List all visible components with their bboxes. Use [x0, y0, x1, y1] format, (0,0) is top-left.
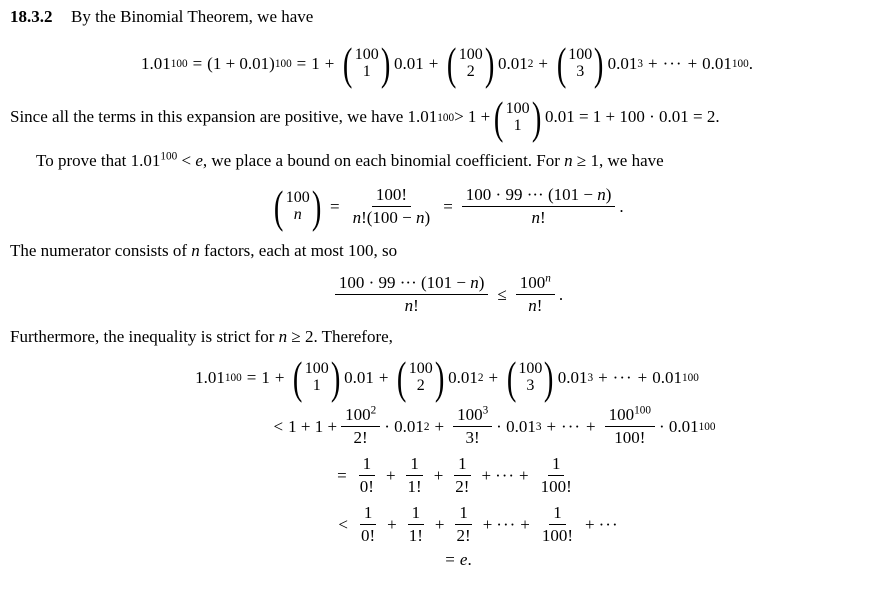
eq4-l4-plus-3: + — [482, 514, 493, 534]
fraction-numerator — [335, 273, 489, 295]
left-paren-glyph: ( — [494, 91, 504, 143]
fraction-denominator: 2! — [455, 477, 470, 497]
eq4-l4-plus-1: + — [387, 514, 397, 534]
left-paren-glyph: ( — [343, 37, 353, 89]
fraction-100cube-over-3fact — [453, 405, 492, 448]
eq4-l2-ellipsis: ··· — [561, 416, 582, 436]
eq2-period: . — [619, 196, 624, 216]
binom-top: 100 — [354, 46, 379, 63]
right-paren-glyph: ) — [330, 352, 341, 404]
eq4-l3-ellipsis: ··· — [495, 465, 516, 485]
eq4-l2-plus-1: + — [434, 416, 445, 436]
document-page — [0, 6, 894, 594]
binomial-coefficient-100-3 — [554, 37, 607, 89]
num-a: 100 · 99 ··· (101 − — [338, 273, 471, 293]
fraction-falling-factorial — [462, 185, 616, 228]
eq2-equals-2: = — [443, 196, 453, 216]
para5-post: ≥ 2. Therefore, — [287, 327, 393, 347]
binom-bottom: 3 — [576, 62, 585, 80]
fraction-numerator — [605, 405, 655, 427]
para2-gt: > 1 + — [454, 107, 491, 127]
num-exp: 100 — [634, 404, 651, 417]
binom-top: 100 — [458, 46, 483, 63]
binomial-coefficient-100-2 — [444, 37, 497, 89]
paragraph-bound-claim — [0, 150, 894, 173]
eq4-l3-plus-4: + — [519, 465, 529, 485]
section-intro-paragraph — [0, 6, 894, 29]
para3-n: n — [564, 151, 573, 171]
section-number: 18.3.2 — [10, 7, 53, 26]
eq1-equals-1: = — [192, 53, 203, 73]
den-bang: ! — [413, 296, 419, 316]
eq1-one: 1 — [311, 53, 320, 73]
fraction-denominator: 3! — [465, 428, 480, 448]
eq1-factor-2: 0.01 — [498, 53, 528, 73]
binom-top: 100 — [408, 360, 433, 378]
eq3-period: . — [558, 284, 564, 304]
binom-bottom: 3 — [526, 377, 535, 395]
eq4-ellipsis: ··· — [612, 368, 633, 388]
eq4-one: 1 — [261, 368, 270, 388]
eq1-factor-3: 0.01 — [607, 53, 638, 73]
num-base: 100 — [519, 273, 546, 293]
fraction-numerator: 1 — [455, 503, 472, 525]
eq4-factor-3: 0.01 — [557, 368, 588, 388]
num-a: 100 · 99 ··· (101 − — [465, 185, 598, 205]
eq4-l3-plus-2: + — [433, 465, 444, 485]
para5-n: n — [278, 327, 288, 347]
eq1-term-a: (1 + 0.01) — [207, 53, 275, 73]
eq4-l3-plus-1: + — [385, 465, 396, 485]
den-n: n — [352, 208, 362, 228]
num-close: ) — [605, 185, 612, 205]
fraction-1-over-1fact — [404, 454, 426, 497]
fraction-numerator: 1 — [548, 454, 565, 476]
den-n2: n — [416, 208, 425, 228]
fraction-1-over-0fact — [356, 454, 378, 497]
fraction-100sq-over-2fact — [341, 405, 380, 448]
eq3-leq: ≤ — [497, 284, 507, 304]
eq1-plus-2: + — [428, 53, 439, 73]
eq4-l5-e: e — [459, 550, 468, 570]
eq4-l2-plus-2: + — [546, 416, 557, 436]
left-paren-glyph: ( — [447, 37, 457, 89]
binom-top: 100 — [285, 189, 310, 207]
fraction-numerator — [341, 405, 380, 427]
eq4-line-5 — [0, 550, 894, 570]
left-paren-glyph: ( — [397, 352, 407, 404]
fraction-1-over-1fact — [405, 503, 427, 546]
fraction-denominator: 2! — [353, 428, 368, 448]
left-paren-glyph: ( — [506, 352, 517, 404]
fraction-1-over-2fact — [453, 503, 475, 546]
right-paren-glyph: ) — [484, 37, 495, 89]
para4-pre: The numerator consists of — [10, 241, 192, 261]
binomial-coefficient-100-1 — [290, 352, 343, 404]
left-paren-glyph: ( — [293, 352, 303, 404]
eq1-plus-3: + — [538, 53, 548, 73]
right-paren-glyph: ) — [544, 352, 554, 404]
num-exp: 3 — [482, 404, 489, 417]
eq4-l2-rel: < — [273, 416, 284, 436]
eq1-ellipsis: ··· — [662, 53, 683, 73]
eq2-equals-1: = — [330, 196, 340, 216]
paragraph-numerator-factors — [0, 240, 894, 263]
left-paren-glyph: ( — [274, 181, 284, 232]
binom-bottom: 1 — [312, 377, 321, 395]
eq4-l2-plus-3: + — [586, 416, 596, 436]
fraction-denominator: 2! — [456, 526, 471, 546]
para4-n: n — [191, 241, 200, 261]
binom-bottom: n — [293, 205, 302, 223]
eq4-plus-3: + — [488, 368, 499, 388]
binomial-coefficient-100-2 — [394, 352, 447, 404]
para3-pre: To prove that 1.01 — [36, 151, 161, 171]
binom-bottom: 2 — [466, 62, 475, 80]
fraction-denominator: 100! — [541, 526, 574, 546]
eq4-l4-plus-5: + — [585, 514, 595, 534]
fraction-numerator: 1 — [406, 454, 423, 476]
eq4-plus-5: + — [637, 368, 648, 388]
paragraph-strict-inequality — [0, 326, 894, 349]
eq4-plus-4: + — [598, 368, 608, 388]
eq4-l2-mult-2: · 0.01 — [496, 416, 536, 436]
num-base: 100 — [345, 405, 371, 425]
eq1-plus-1: + — [324, 53, 335, 73]
para2-pre: Since all the terms in this expansion are positive, we have 1.01 — [10, 107, 438, 127]
den-mid: !(100 − — [361, 208, 417, 228]
equation-numerator-bound — [0, 273, 894, 316]
fraction-falling-factorial — [335, 273, 489, 316]
eq4-l4-ellipsis: ··· — [496, 514, 517, 534]
eq4-plus-1: + — [274, 368, 285, 388]
right-paren-glyph: ) — [434, 352, 445, 404]
para4-post: factors, each at most 100, so — [199, 241, 398, 261]
binom-top: 100 — [518, 360, 543, 378]
fraction-numerator: 1 — [359, 454, 376, 476]
fraction-100pow100-over-100fact — [605, 405, 655, 448]
binomial-coefficient-100-n — [271, 181, 324, 232]
num-n: n — [597, 185, 606, 205]
binom-bottom: 1 — [362, 62, 371, 80]
eq1-period: . — [748, 53, 753, 73]
para3-pre-exponent: 100 — [160, 150, 178, 163]
right-paren-glyph: ) — [594, 37, 604, 89]
para3-e: e — [195, 151, 203, 171]
eq1-factor-1: 0.01 — [394, 53, 424, 73]
fraction-numerator: 1 — [454, 454, 471, 476]
fraction-100-pow-n-over-n-fact — [516, 273, 555, 316]
eq4-line-4 — [0, 503, 894, 546]
den-bang: ! — [540, 208, 546, 228]
fraction-denominator: 100! — [614, 428, 646, 448]
binom-top: 100 — [505, 99, 530, 117]
eq4-l5-rel: = — [445, 550, 455, 570]
fraction-numerator: 1 — [408, 503, 425, 525]
eq4-line-3 — [0, 454, 894, 497]
fraction-denominator — [349, 207, 435, 228]
den-close: ) — [424, 208, 431, 228]
num-base: 100 — [608, 405, 635, 425]
fraction-numerator: 1 — [549, 503, 566, 525]
paragraph-positive-terms: Since all the terms in this expansion are positive, we have 1.01 100 > 1 + ( 100 1 ) 0.01 = 1 + 100 · 0.01 = 2. — [10, 91, 720, 143]
den-bang: ! — [536, 296, 543, 316]
num-close: ) — [478, 273, 485, 293]
section-intro-text: By the Binomial Theorem, we have — [71, 7, 314, 26]
eq4-last: 0.01 — [652, 368, 682, 388]
binom-top: 100 — [568, 46, 593, 63]
eq1-lhs: 1.01 — [141, 53, 171, 73]
eq4-factor-1: 0.01 — [344, 368, 374, 388]
fraction-denominator — [528, 207, 550, 228]
para3-post: , we place a bound on each binomial coefficient. For — [202, 151, 565, 171]
fraction-numerator — [462, 185, 616, 207]
eq4-l5-period: . — [467, 550, 472, 570]
den-n: n — [404, 296, 414, 316]
fraction-1-over-100fact — [537, 454, 576, 497]
eq4-lhs: 1.01 — [195, 368, 225, 388]
fraction-numerator — [453, 405, 492, 427]
eq1-equals-2: = — [296, 53, 307, 73]
fraction-numerator — [516, 273, 555, 295]
eq4-plus-2: + — [378, 368, 389, 388]
binom-bottom: 1 — [513, 116, 522, 134]
eq4-l2-mult-3: · 0.01 — [658, 416, 699, 436]
eq4-line-1: 1.01 100 = 1 + ( 100 1 ) 0.01 + ( 100 2 ) 0.01 2 + ( 100 3 ) 0.01 3 + ··· + 0.01 100 — [195, 352, 699, 404]
eq4-l4-plus-4: + — [520, 514, 530, 534]
den-n: n — [531, 208, 540, 228]
equation-binomial-expansion: 1.01 100 = (1 + 0.01) 100 = 1 + ( 100 1 ) 0.01 + ( 100 2 ) 0.01 2 + ( 100 3 ) 0.01 3 + ··· + 0.01 100 . — [141, 37, 753, 89]
fraction-denominator — [524, 295, 546, 316]
eq4-factor-2: 0.01 — [448, 368, 478, 388]
den-n: n — [528, 296, 537, 316]
binomial-coefficient-100-1 — [340, 37, 393, 89]
fraction-denominator: 0! — [360, 526, 376, 546]
fraction-1-over-0fact — [357, 503, 379, 546]
eq1-plus-4: + — [647, 53, 658, 73]
eq1-plus-5: + — [687, 53, 698, 73]
fraction-denominator: 100! — [540, 477, 572, 497]
eq1-last-term: 0.01 — [702, 53, 732, 73]
fraction-denominator: 1! — [407, 477, 422, 497]
para3-mid: < — [177, 151, 196, 171]
fraction-numerator: 1 — [360, 503, 377, 525]
left-paren-glyph: ( — [556, 37, 567, 89]
eq4-equals: = — [246, 368, 257, 388]
num-exp: n — [545, 272, 551, 285]
eq4-l4-rel: < — [338, 514, 348, 534]
para5-pre: Furthermore, the inequality is strict for — [10, 327, 279, 347]
num-n: n — [470, 273, 479, 293]
fraction-denominator: 1! — [408, 526, 423, 546]
binomial-coefficient-100-3 — [504, 352, 557, 404]
fraction-1-over-2fact — [451, 454, 473, 497]
right-paren-glyph: ) — [531, 91, 542, 143]
para2-post: 0.01 = 1 + 100 · 0.01 = 2. — [544, 107, 720, 127]
num-base: 100 — [457, 405, 483, 425]
equation-binomial-expansion-formula — [0, 181, 894, 232]
fraction-denominator — [401, 295, 423, 316]
eq4-l3-plus-3: + — [481, 465, 492, 485]
right-paren-glyph: ) — [380, 37, 391, 89]
fraction-denominator: 0! — [359, 477, 374, 497]
binom-top: 100 — [304, 360, 329, 378]
eq4-l4-plus-2: + — [434, 514, 445, 534]
binom-bottom: 2 — [416, 377, 425, 395]
eq4-l4-ellipsis-2: ··· — [598, 514, 619, 534]
eq4-l2-one-plus-one: 1 + 1 + — [288, 416, 338, 436]
eq4-l2-mult-1: · 0.01 — [384, 416, 424, 436]
fraction-100-factorial — [349, 185, 435, 228]
fraction-numerator: 100! — [372, 185, 411, 207]
fraction-1-over-100fact — [538, 503, 577, 546]
eq4-l3-rel: = — [337, 465, 347, 485]
equation-final-derivation — [0, 352, 894, 570]
num-exp: 2 — [370, 404, 377, 417]
para3-post2: ≥ 1, we have — [572, 151, 664, 171]
eq4-line-2: < 1 + 1 + $\frac{100^2}{2!}$ · 0.01 2 + $\frac{100^3}{3!}$ · 0.01 3 + ··· + $\frac{100^{100}}{100!}$ · 0.01 100 — [273, 404, 716, 448]
binomial-coefficient-100-1 — [491, 91, 544, 143]
right-paren-glyph: ) — [311, 181, 322, 232]
